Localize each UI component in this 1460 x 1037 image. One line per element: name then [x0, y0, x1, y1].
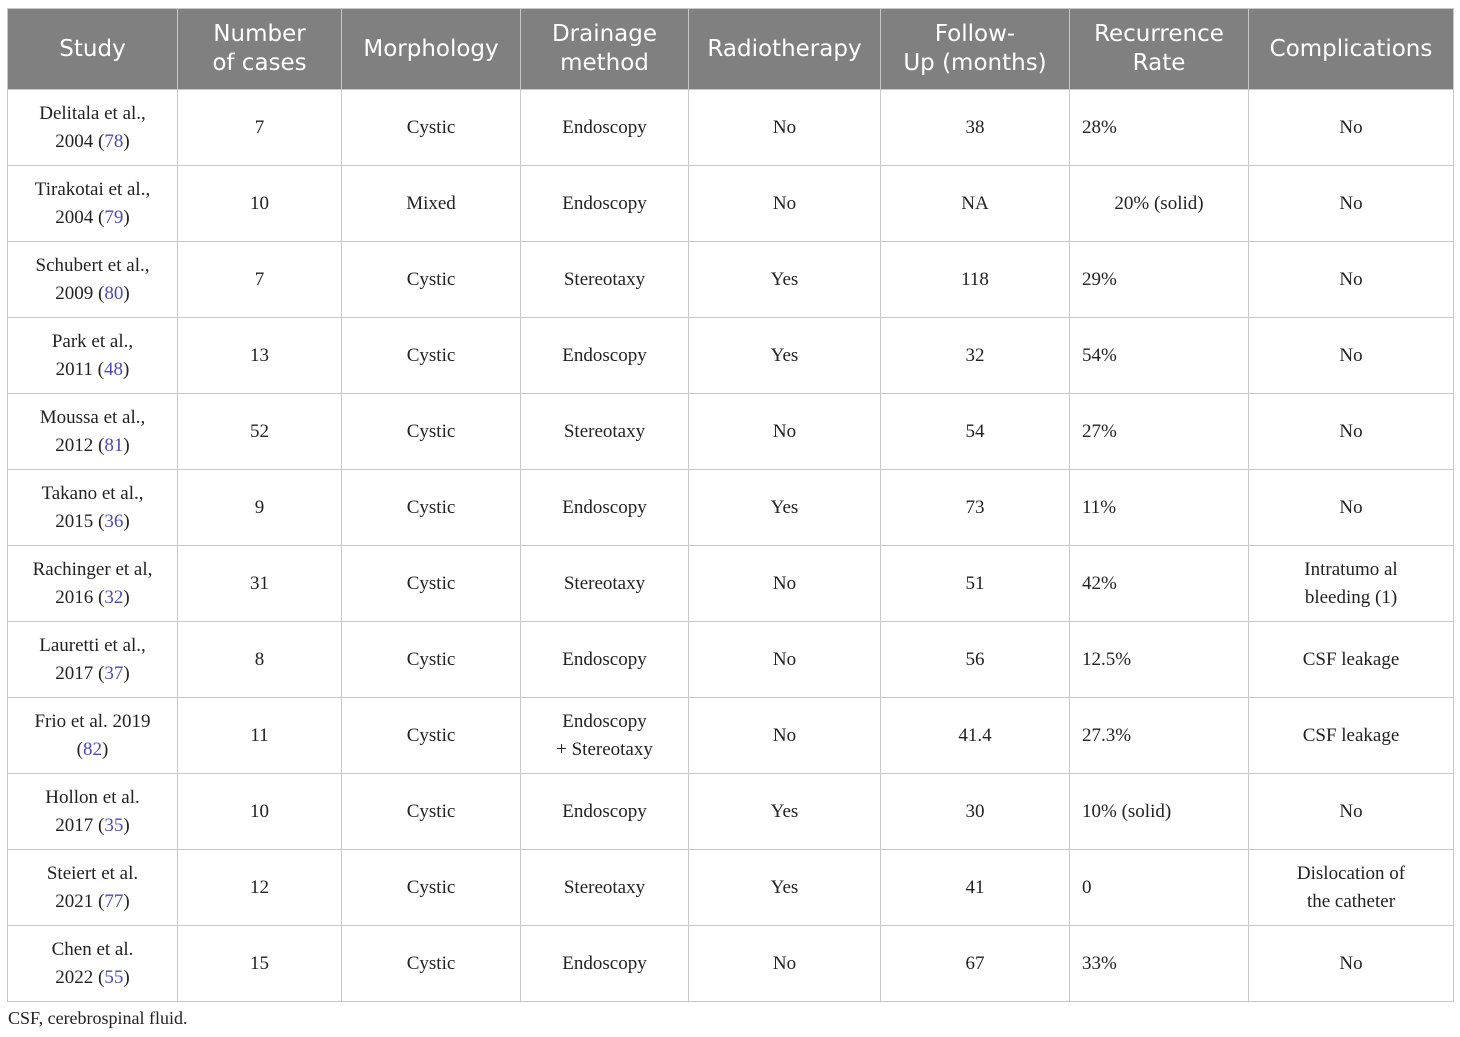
drainage-cell: [521, 166, 689, 242]
radiotherapy-cell: Yes: [689, 850, 881, 926]
study-table: [7, 8, 1454, 1002]
drainage-cell-line: Endoscopy: [562, 952, 647, 974]
drainage-cell: [521, 470, 689, 546]
table-body: [8, 90, 1454, 1002]
table-row: [8, 698, 1454, 774]
cases-cell: 7: [178, 90, 342, 166]
header-label-line: Radiotherapy: [707, 35, 862, 62]
study-year: (: [76, 738, 83, 760]
table-row: [8, 318, 1454, 394]
drainage-cell: [521, 394, 689, 470]
study-year-line: [14, 280, 171, 308]
study-authors: Steiert et al.: [46, 862, 139, 884]
study-year: 2016 (: [55, 586, 105, 608]
recurrence-rate-cell: 27.3%: [1070, 698, 1249, 774]
reference-link[interactable]: 36: [104, 510, 124, 532]
followup-cell: 54: [881, 394, 1070, 470]
recurrence-rate-cell: 20% (solid): [1070, 166, 1249, 242]
morphology-cell: Cystic: [342, 90, 521, 166]
header-complications: [1249, 9, 1454, 90]
followup-cell: 32: [881, 318, 1070, 394]
study-table-container: [7, 8, 1453, 1002]
complications-cell: [1249, 90, 1454, 166]
study-authors: Lauretti et al.,: [39, 634, 146, 656]
study-cell: [8, 470, 178, 546]
radiotherapy-cell: No: [689, 546, 881, 622]
complications-cell-line: No: [1339, 116, 1363, 138]
header-label-line: Study: [59, 35, 126, 62]
followup-cell: 56: [881, 622, 1070, 698]
complications-cell: [1249, 926, 1454, 1002]
recurrence-rate-cell: 12.5%: [1070, 622, 1249, 698]
header-label-line: Rate: [1132, 50, 1186, 76]
drainage-cell-line: Endoscopy: [562, 344, 647, 366]
morphology-cell: Mixed: [342, 166, 521, 242]
study-cell: [8, 622, 178, 698]
complications-cell: [1249, 394, 1454, 470]
complications-cell: [1249, 850, 1454, 926]
drainage-cell-line: Endoscopy: [562, 800, 647, 822]
drainage-cell-line: Endoscopy: [562, 192, 647, 214]
study-year-line: [14, 128, 171, 156]
followup-cell: 41.4: [881, 698, 1070, 774]
radiotherapy-cell: No: [689, 394, 881, 470]
radiotherapy-cell: Yes: [689, 242, 881, 318]
morphology-cell: Cystic: [342, 546, 521, 622]
cases-cell: 11: [178, 698, 342, 774]
header-study: [8, 9, 178, 90]
study-cell: [8, 926, 178, 1002]
radiotherapy-cell: No: [689, 926, 881, 1002]
morphology-cell: Cystic: [342, 242, 521, 318]
followup-cell: 51: [881, 546, 1070, 622]
followup-cell: 38: [881, 90, 1070, 166]
drainage-cell: [521, 242, 689, 318]
recurrence-rate-cell: 11%: [1070, 470, 1249, 546]
complications-cell: [1249, 698, 1454, 774]
reference-close-paren: ): [123, 206, 130, 228]
morphology-cell: Cystic: [342, 850, 521, 926]
radiotherapy-cell: Yes: [689, 774, 881, 850]
reference-link[interactable]: 48: [104, 358, 124, 380]
followup-cell: 41: [881, 850, 1070, 926]
cases-cell: 13: [178, 318, 342, 394]
header-label-line: of cases: [212, 50, 307, 76]
reference-link[interactable]: 80: [104, 282, 124, 304]
study-year: 2012 (: [55, 434, 105, 456]
complications-cell: [1249, 622, 1454, 698]
recurrence-rate-cell: 54%: [1070, 318, 1249, 394]
study-year: 2009 (: [55, 282, 105, 304]
radiotherapy-cell: No: [689, 698, 881, 774]
reference-close-paren: ): [102, 738, 109, 760]
complications-cell: [1249, 166, 1454, 242]
reference-link[interactable]: 55: [104, 966, 124, 988]
header-follow-up: [881, 9, 1070, 90]
table-row: [8, 926, 1454, 1002]
followup-cell: 73: [881, 470, 1070, 546]
morphology-cell: Cystic: [342, 926, 521, 1002]
complications-cell-line: the catheter: [1306, 890, 1396, 912]
complications-cell-line: Dislocation of: [1296, 862, 1406, 884]
study-year-line: [14, 508, 171, 536]
table-row: [8, 470, 1454, 546]
recurrence-rate-cell: 42%: [1070, 546, 1249, 622]
radiotherapy-cell: No: [689, 622, 881, 698]
study-year-line: [14, 812, 171, 840]
cases-cell: 52: [178, 394, 342, 470]
study-authors: Rachinger et al,: [32, 558, 153, 580]
drainage-cell: [521, 774, 689, 850]
reference-close-paren: ): [123, 282, 130, 304]
morphology-cell: Cystic: [342, 318, 521, 394]
header-number-of-cases: [178, 9, 342, 90]
header-morphology: [342, 9, 521, 90]
header-label-line: Follow-: [934, 21, 1016, 47]
cases-cell: 8: [178, 622, 342, 698]
study-cell: [8, 318, 178, 394]
study-authors: Frio et al. 2019: [34, 710, 151, 732]
followup-cell: 67: [881, 926, 1070, 1002]
drainage-cell-line: Endoscopy: [562, 648, 647, 670]
study-year-line: [14, 356, 171, 384]
drainage-cell-line: Stereotaxy: [563, 876, 646, 898]
morphology-cell: Cystic: [342, 470, 521, 546]
reference-close-paren: ): [123, 510, 130, 532]
study-year: 2004 (: [55, 206, 105, 228]
radiotherapy-cell: No: [689, 90, 881, 166]
table-footnote: CSF, cerebrospinal fluid.: [8, 1008, 188, 1028]
drainage-cell-line: Endoscopy: [562, 710, 647, 732]
cases-cell: 15: [178, 926, 342, 1002]
table-row: [8, 774, 1454, 850]
cases-cell: 9: [178, 470, 342, 546]
study-year: 2015 (: [55, 510, 105, 532]
reference-close-paren: ): [123, 130, 130, 152]
reference-close-paren: ): [123, 814, 130, 836]
drainage-cell-line: Endoscopy: [562, 496, 647, 518]
recurrence-rate-cell: 28%: [1070, 90, 1249, 166]
reference-link[interactable]: 78: [104, 130, 124, 152]
recurrence-rate-cell: 0: [1070, 850, 1249, 926]
study-authors: Delitala et al.,: [39, 102, 146, 124]
morphology-cell: Cystic: [342, 622, 521, 698]
cases-cell: 12: [178, 850, 342, 926]
reference-link[interactable]: 77: [104, 890, 124, 912]
reference-link[interactable]: 37: [104, 662, 124, 684]
header-recurrence-rate: [1070, 9, 1249, 90]
drainage-cell-line: Stereotaxy: [563, 268, 646, 290]
morphology-cell: Cystic: [342, 394, 521, 470]
recurrence-rate-cell: 27%: [1070, 394, 1249, 470]
header-label-line: Morphology: [363, 35, 499, 62]
drainage-cell: [521, 926, 689, 1002]
drainage-cell-line: Stereotaxy: [563, 572, 646, 594]
reference-link[interactable]: 79: [104, 206, 124, 228]
drainage-cell: [521, 698, 689, 774]
drainage-cell: [521, 90, 689, 166]
complications-cell: [1249, 318, 1454, 394]
study-authors: Takano et al.,: [41, 482, 144, 504]
complications-cell-line: No: [1339, 344, 1363, 366]
complications-cell-line: Intratumo al: [1304, 558, 1398, 580]
header-radiotherapy: [689, 9, 881, 90]
followup-cell: 118: [881, 242, 1070, 318]
header-label-line: method: [560, 50, 649, 76]
cases-cell: 31: [178, 546, 342, 622]
complications-cell-line: bleeding (1): [1304, 586, 1398, 608]
complications-cell-line: No: [1339, 268, 1363, 290]
drainage-cell-line: Stereotaxy: [563, 420, 646, 442]
study-cell: [8, 394, 178, 470]
drainage-cell: [521, 622, 689, 698]
table-row: [8, 850, 1454, 926]
complications-cell: [1249, 470, 1454, 546]
complications-cell-line: No: [1339, 952, 1363, 974]
complications-cell-line: CSF leakage: [1302, 724, 1400, 746]
study-year-line: [14, 204, 171, 232]
reference-close-paren: ): [123, 434, 130, 456]
reference-link[interactable]: 82: [83, 738, 102, 760]
complications-cell: [1249, 242, 1454, 318]
complications-cell: [1249, 774, 1454, 850]
study-year: 2022 (: [55, 966, 105, 988]
study-authors: Park et al.,: [51, 330, 134, 352]
study-year-line: [14, 584, 171, 612]
cases-cell: 10: [178, 166, 342, 242]
study-cell: [8, 90, 178, 166]
morphology-cell: Cystic: [342, 774, 521, 850]
drainage-cell: [521, 850, 689, 926]
study-authors: Tirakotai et al.,: [34, 178, 151, 200]
morphology-cell: Cystic: [342, 698, 521, 774]
reference-close-paren: ): [123, 966, 130, 988]
study-cell: [8, 698, 178, 774]
table-row: [8, 546, 1454, 622]
study-cell: [8, 242, 178, 318]
study-year: 2021 (: [55, 890, 105, 912]
radiotherapy-cell: Yes: [689, 470, 881, 546]
header-label-line: Recurrence: [1094, 21, 1224, 47]
study-year-line: [14, 964, 171, 992]
header-label-line: Number: [213, 21, 306, 47]
cases-cell: 7: [178, 242, 342, 318]
complications-cell-line: No: [1339, 800, 1363, 822]
study-year-line: [14, 432, 171, 460]
header-drainage-method: [521, 9, 689, 90]
table-row: [8, 622, 1454, 698]
study-cell: [8, 166, 178, 242]
study-year: 2017 (: [55, 662, 105, 684]
drainage-cell-line: Endoscopy: [562, 116, 647, 138]
reference-link[interactable]: 32: [104, 586, 124, 608]
study-cell: [8, 774, 178, 850]
study-year-line: [14, 888, 171, 916]
followup-cell: 30: [881, 774, 1070, 850]
reference-close-paren: ): [123, 358, 130, 380]
study-authors: Chen et al.: [51, 938, 134, 960]
reference-close-paren: ): [123, 890, 130, 912]
table-row: [8, 394, 1454, 470]
study-year-line: [14, 736, 171, 764]
header-label-line: Up (months): [903, 50, 1047, 76]
drainage-cell: [521, 318, 689, 394]
drainage-cell: [521, 546, 689, 622]
radiotherapy-cell: No: [689, 166, 881, 242]
header-label-line: Complications: [1269, 35, 1433, 62]
complications-cell-line: CSF leakage: [1302, 648, 1400, 670]
radiotherapy-cell: Yes: [689, 318, 881, 394]
complications-cell-line: No: [1339, 192, 1363, 214]
reference-link[interactable]: 35: [104, 814, 124, 836]
complications-cell: [1249, 546, 1454, 622]
recurrence-rate-cell: 10% (solid): [1070, 774, 1249, 850]
recurrence-rate-cell: 29%: [1070, 242, 1249, 318]
header-row: [8, 9, 1454, 90]
table-row: [8, 90, 1454, 166]
cases-cell: 10: [178, 774, 342, 850]
followup-cell: NA: [881, 166, 1070, 242]
study-year: 2004 (: [55, 130, 105, 152]
drainage-cell-line: + Stereotaxy: [556, 738, 653, 760]
study-year: 2017 (: [55, 814, 105, 836]
study-cell: [8, 546, 178, 622]
complications-cell-line: No: [1339, 496, 1363, 518]
study-cell: [8, 850, 178, 926]
header-label-line: Drainage: [551, 21, 658, 47]
study-year: 2011 (: [55, 358, 105, 380]
recurrence-rate-cell: 33%: [1070, 926, 1249, 1002]
reference-close-paren: ): [123, 586, 130, 608]
study-year-line: [14, 660, 171, 688]
complications-cell-line: No: [1339, 420, 1363, 442]
study-authors: Hollon et al.: [45, 786, 140, 808]
study-authors: Moussa et al.,: [39, 406, 146, 428]
table-row: [8, 242, 1454, 318]
study-authors: Schubert et al.,: [35, 254, 150, 276]
reference-link[interactable]: 81: [104, 434, 124, 456]
reference-close-paren: ): [123, 662, 130, 684]
table-row: [8, 166, 1454, 242]
